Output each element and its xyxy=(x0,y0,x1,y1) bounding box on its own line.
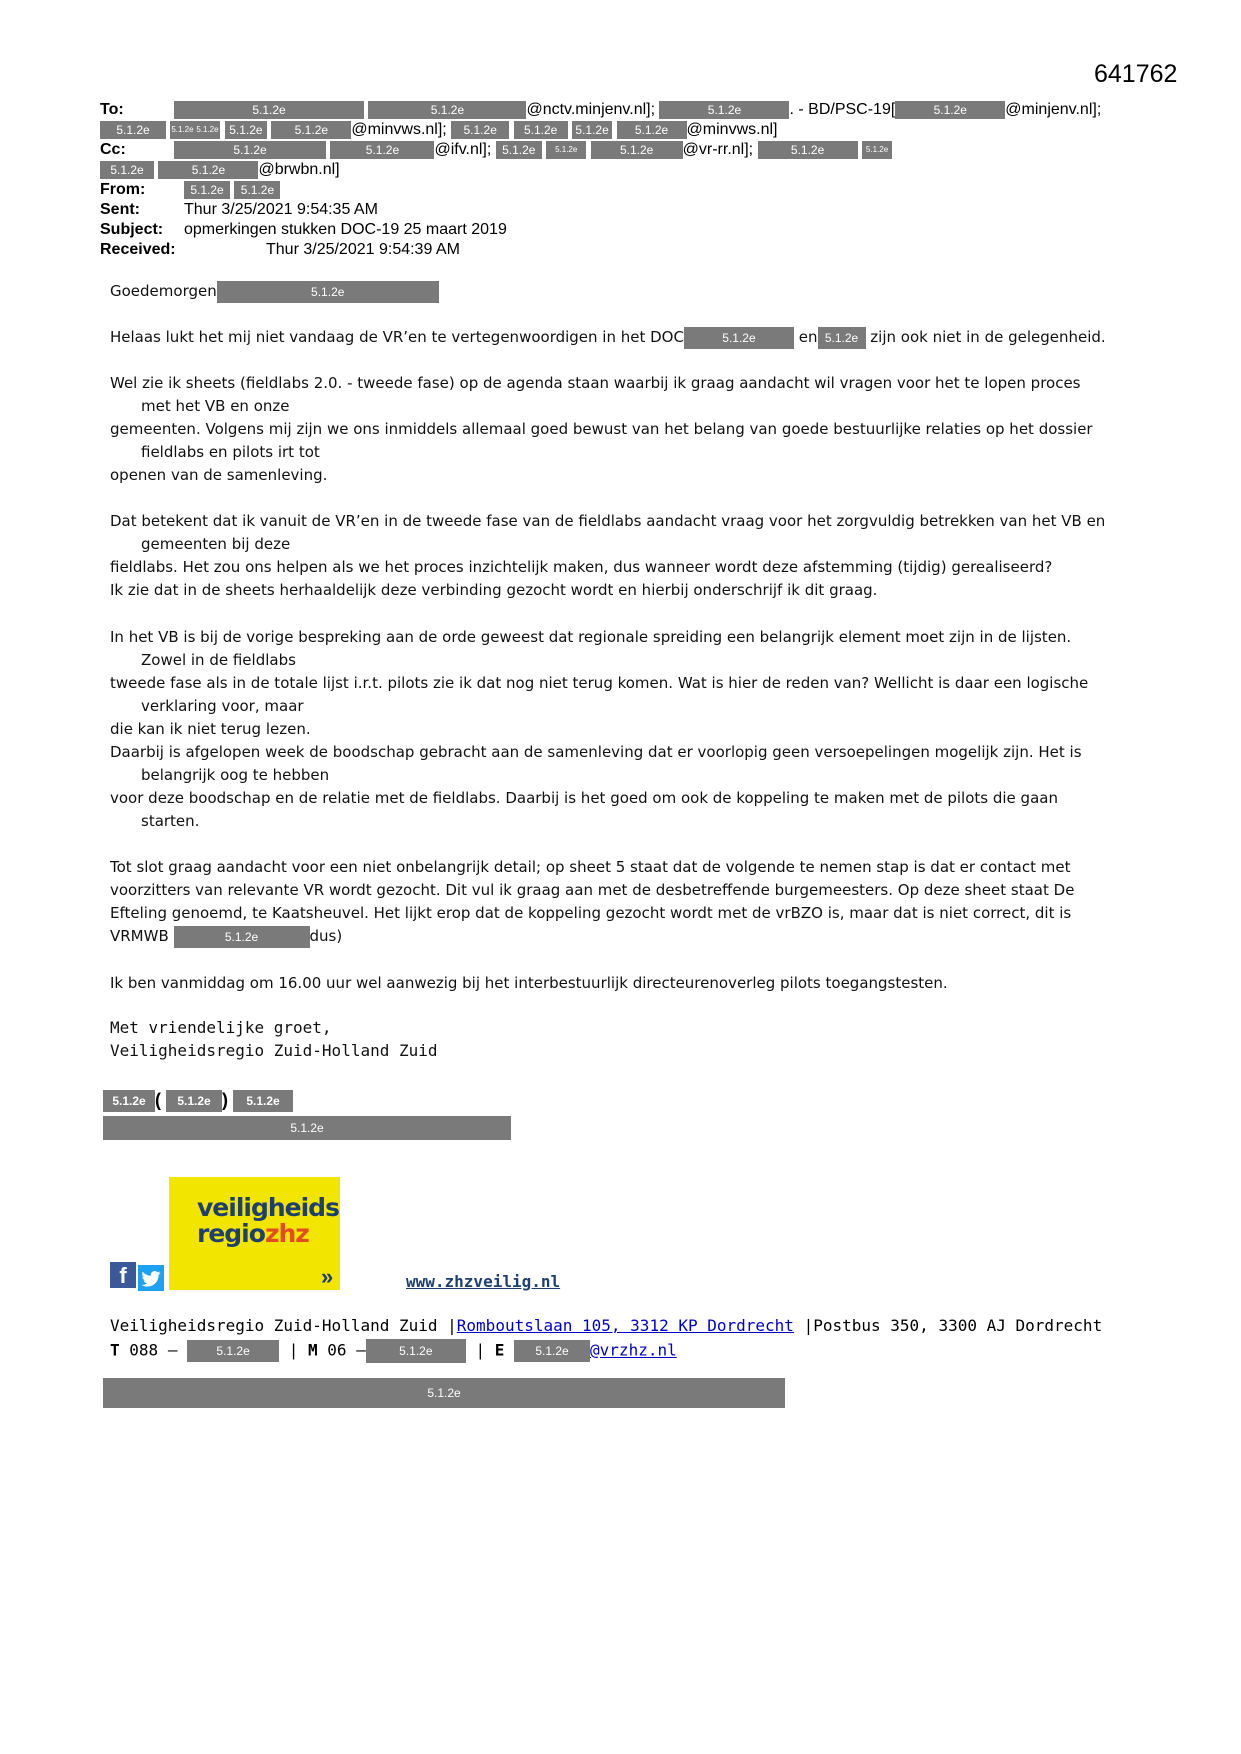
paragraph-text: zijn ook niet in de gelegenheid. xyxy=(870,328,1106,346)
closing-text: Met vriendelijke groet, xyxy=(110,1018,332,1037)
mobile-label: M xyxy=(308,1340,318,1360)
paragraph-text: Wel zie ik sheets (fieldlabs 2.0. - tweede fase) op de agenda staan waarbij ik graag aandacht wil vragen voor het te lopen proces xyxy=(110,374,1081,392)
logo-text-regio: regio xyxy=(197,1219,265,1248)
paragraph-text: Zowel in de fieldlabs xyxy=(141,651,296,669)
paragraph-text: tweede fase als in de totale lijst i.r.t. pilots zie ik dat nog niet terug komen. Wat is hier de reden van? Wellicht is daar een logische xyxy=(110,674,1089,692)
paragraph-2 xyxy=(110,372,1130,487)
signature-title-redaction xyxy=(103,1116,511,1140)
redaction: 5.1.2e xyxy=(194,121,220,139)
subject-line xyxy=(100,220,507,240)
paragraph-text: gemeenten. Volgens mij zijn we ons inmiddels allemaal goed bewust van het belang van goede bestuurlijke relaties op het dossier xyxy=(110,420,1093,438)
address-line xyxy=(110,1316,1102,1336)
paragraph-text: starten. xyxy=(141,812,200,830)
redaction: 5.1.2e xyxy=(100,121,166,139)
received-line xyxy=(100,240,460,260)
redaction: 5.1.2e xyxy=(659,101,789,119)
paragraph-text: verklaring voor, maar xyxy=(141,697,304,715)
redaction: 5.1.2e xyxy=(271,121,351,139)
cc-line-2 xyxy=(100,160,340,180)
social-icons xyxy=(110,1262,164,1291)
redaction: 5.1.2e xyxy=(174,101,364,119)
paragraph-text: Tot slot graag aandacht voor een niet onbelangrijk detail; op sheet 5 staat dat de volgende te nemen stap is dat er contact met xyxy=(110,858,1071,876)
redaction: 5.1.2e xyxy=(170,121,194,139)
email-label: E xyxy=(494,1340,505,1360)
twitter-icon[interactable] xyxy=(138,1265,164,1291)
subject-label: Subject: xyxy=(100,221,164,238)
redaction: 5.1.2e xyxy=(368,101,526,119)
received-label: Received: xyxy=(100,241,176,258)
redaction: 5.1.2e xyxy=(546,141,586,159)
document-number: 641762 xyxy=(1094,60,1178,88)
redaction: 5.1.2e xyxy=(233,1090,293,1112)
redaction: 5.1.2e xyxy=(514,121,568,139)
to-email-fragment: @minvws.nl] xyxy=(686,121,778,138)
redaction: 5.1.2e xyxy=(217,281,439,303)
redaction: 5.1.2e xyxy=(451,121,509,139)
sent-label: Sent: xyxy=(100,201,140,218)
logo-text-zhz: zhz xyxy=(264,1219,309,1248)
redaction: 5.1.2e xyxy=(184,181,230,199)
from-label: From: xyxy=(100,181,146,198)
paragraph-5 xyxy=(110,856,1130,948)
phone-prefix: 088 – xyxy=(129,1340,178,1360)
paragraph-text: VRMWB xyxy=(110,927,169,945)
paragraph-text: belangrijk oog te hebben xyxy=(141,766,330,784)
redaction: 5.1.2e xyxy=(895,101,1005,119)
cc-email-fragment: @vr-rr.nl]; xyxy=(682,141,754,158)
paragraph-text: voor deze boodschap en de relatie met de fieldlabs. Daarbij is het goed om ook de koppeling te maken met de pilots die gaan xyxy=(110,789,1058,807)
email-link[interactable]: @vrzhz.nl xyxy=(590,1340,677,1360)
redaction: 5.1.2e xyxy=(166,1090,222,1112)
redaction: 5.1.2e xyxy=(100,161,154,179)
greeting-text: Goedemorgen xyxy=(110,282,217,300)
greeting xyxy=(110,280,1130,303)
paragraph-text: Dat betekent dat ik vanuit de VR’en in de tweede fase van de fieldlabs aandacht vraag voor het zorgvuldig betrekken van het VB en xyxy=(110,512,1106,530)
redaction: 5.1.2e xyxy=(572,121,612,139)
website-link[interactable]: www.zhzveilig.nl xyxy=(406,1272,561,1291)
phone-label: T xyxy=(110,1340,120,1360)
from-line xyxy=(100,180,280,200)
paragraph-text: Daarbij is afgelopen week de boodschap gebracht aan de samenleving dat er voorlopig geen versoepelingen mogelijk zijn. Het is xyxy=(110,743,1082,761)
redaction: 5.1.2e xyxy=(862,141,892,159)
closing-text: Veiligheidsregio Zuid-Holland Zuid xyxy=(110,1041,438,1060)
paragraph-text: voorzitters van relevante VR wordt gezocht. Dit vul ik graag aan met de desbetreffende burgemeesters. Op deze sheet staat De xyxy=(110,881,1075,899)
redaction: 5.1.2e xyxy=(591,141,683,159)
paragraph-6 xyxy=(110,972,1130,995)
redaction: 5.1.2e xyxy=(158,161,258,179)
cc-line-1 xyxy=(100,140,892,160)
logo-text-line-1: veiligheids xyxy=(197,1193,339,1222)
redaction: 5.1.2e xyxy=(514,1340,590,1362)
paragraph-text: openen van de samenleving. xyxy=(110,466,328,484)
paragraph-3 xyxy=(110,510,1130,602)
redaction: 5.1.2e xyxy=(174,926,310,948)
redaction: 5.1.2e xyxy=(187,1340,279,1362)
paragraph-text: met het VB en onze xyxy=(141,397,290,415)
received-value: Thur 3/25/2021 9:54:39 AM xyxy=(266,241,460,258)
to-line-1 xyxy=(100,100,1101,120)
redaction: 5.1.2e xyxy=(330,141,434,159)
redaction: 5.1.2e xyxy=(174,141,326,159)
paragraph-text: fieldlabs. Het zou ons helpen als we het proces inzichtelijk maken, dus wanneer wordt deze afstemming (tijdig) gerealiseerd? xyxy=(110,558,1053,576)
footer-redaction xyxy=(103,1378,785,1408)
cc-email-fragment: @ifv.nl]; xyxy=(434,141,492,158)
paragraph-1 xyxy=(110,326,1130,349)
paragraph-text: fieldlabs en pilots irt tot xyxy=(141,443,320,461)
vrzhz-logo xyxy=(169,1177,340,1290)
paragraph-text: Ik ben vanmiddag om 16.00 uur wel aanwezig bij het interbestuurlijk directeurenoverleg pilots toegangstesten. xyxy=(110,974,948,992)
paragraph-text: die kan ik niet terug lezen. xyxy=(110,720,311,738)
org-text: Veiligheidsregio Zuid-Holland Zuid | xyxy=(110,1316,457,1335)
facebook-icon[interactable]: f xyxy=(110,1262,136,1288)
cc-label: Cc: xyxy=(100,141,126,158)
paragraph-text: Ik zie dat in de sheets herhaaldelijk deze verbinding gezocht wordt en hierbij onderschrijf ik dit graag. xyxy=(110,581,878,599)
paragraph-text: dus) xyxy=(309,927,343,945)
redaction: 5.1.2e xyxy=(758,141,858,159)
to-line-2 xyxy=(100,120,777,140)
redaction: 5.1.2e xyxy=(684,327,794,349)
mobile-prefix: 06 – xyxy=(327,1340,366,1360)
paragraph-4 xyxy=(110,626,1130,833)
to-email-fragment: . - BD/PSC-19[ xyxy=(789,101,896,118)
paragraph-text: gemeenten bij deze xyxy=(141,535,291,553)
separator: | xyxy=(288,1340,299,1360)
redaction: 5.1.2e xyxy=(366,1339,466,1363)
redaction: 5.1.2e xyxy=(496,141,542,159)
redaction: 5.1.2e xyxy=(103,1116,511,1140)
subject-value: opmerkingen stukken DOC-19 25 maart 2019 xyxy=(184,221,507,238)
postbus-text: |Postbus 350, 3300 AJ Dordrecht xyxy=(803,1316,1103,1335)
contact-line xyxy=(110,1339,677,1363)
paragraph-text: In het VB is bij de vorige bespreking aan de orde geweest dat regionale spreiding een belangrijk element moet zijn in de lijsten. xyxy=(110,628,1072,646)
redaction: 5.1.2e xyxy=(103,1090,155,1112)
to-email-fragment: @minjenv.nl]; xyxy=(1005,101,1102,118)
sent-value: Thur 3/25/2021 9:54:35 AM xyxy=(184,201,378,218)
redaction: 5.1.2e xyxy=(617,121,687,139)
to-label: To: xyxy=(100,101,124,118)
cc-email-fragment: @brwbn.nl] xyxy=(258,161,340,178)
redaction: 5.1.2e xyxy=(103,1378,785,1408)
paragraph-text: Efteling genoemd, te Kaatsheuvel. Het lijkt erop dat de koppeling gezocht wordt met de vrBZO is, maar dat is niet correct, dit is xyxy=(110,904,1072,922)
logo-text-line-2 xyxy=(197,1219,309,1248)
to-email-fragment: @nctv.minjenv.nl]; xyxy=(526,101,656,118)
separator: | xyxy=(475,1340,486,1360)
address-link[interactable]: Romboutslaan 105, 3312 KP Dordrecht xyxy=(456,1316,794,1335)
redaction: 5.1.2e xyxy=(818,327,866,349)
sent-line xyxy=(100,200,378,220)
redaction: 5.1.2e xyxy=(234,181,280,199)
closing xyxy=(110,1016,1130,1062)
paragraph-text: Helaas lukt het mij niet vandaag de VR’en te vertegenwoordigen in het DOC xyxy=(110,328,684,346)
paragraph-text: en xyxy=(798,328,818,346)
to-email-fragment: @minvws.nl]; xyxy=(351,121,447,138)
signature-name-redactions: 5.1.2e ( 5.1.2e ) 5.1.2e xyxy=(103,1090,293,1112)
redaction: 5.1.2e xyxy=(225,121,267,139)
arrow-icon: » xyxy=(321,1264,334,1289)
